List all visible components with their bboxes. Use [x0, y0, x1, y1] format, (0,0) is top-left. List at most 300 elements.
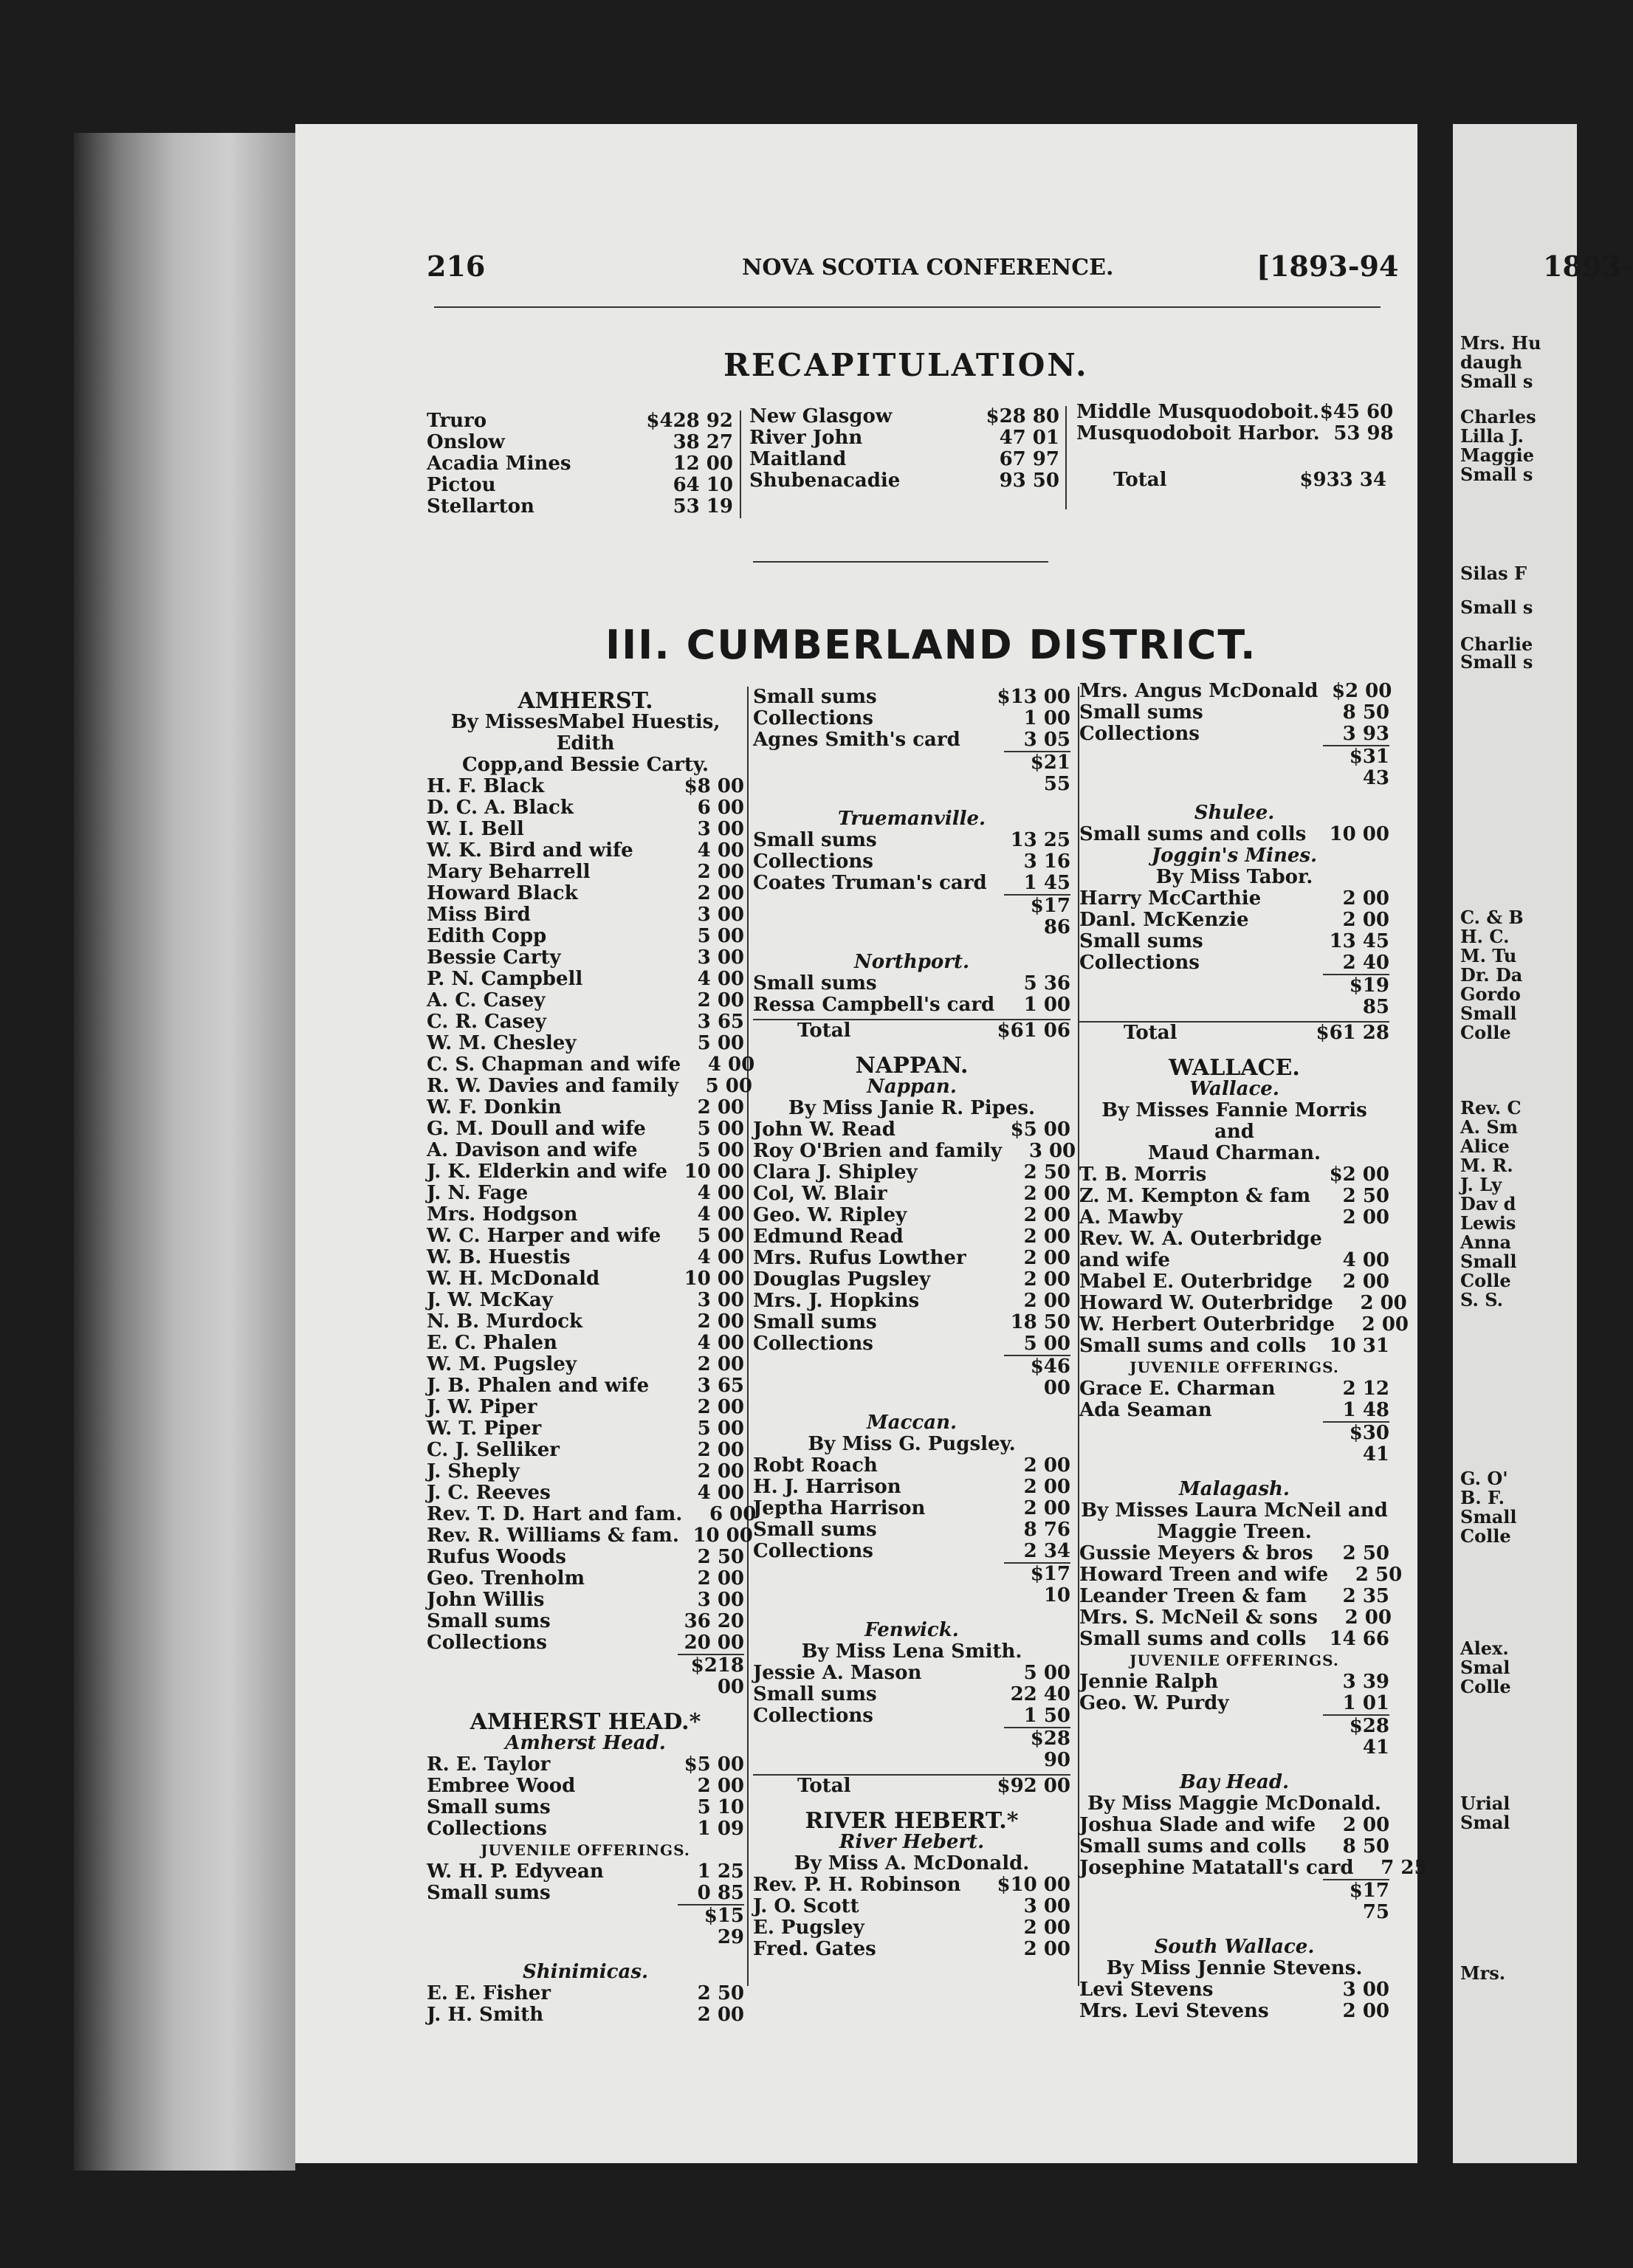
entry-amount: 1 00: [1023, 707, 1070, 729]
entry-row: [1079, 1186, 1389, 1207]
entry-row: [753, 1140, 1076, 1162]
entry-name: Small sums: [753, 972, 877, 994]
right-page-fragment: Charles: [1460, 406, 1536, 427]
entry-amount: 2 00: [1361, 1313, 1409, 1336]
entry-amount: 3 00: [1028, 1140, 1076, 1162]
right-page-fragment: M. Tu: [1460, 945, 1517, 966]
running-title: NOVA SCOTIA CONFERENCE.: [742, 255, 1114, 281]
entry-name: Collections: [753, 1705, 873, 1727]
entry-amount: 53 98: [1333, 422, 1394, 444]
spacer: [753, 1399, 1070, 1412]
total-label: Total: [797, 1020, 851, 1042]
subsection-title: Wallace.: [1189, 1078, 1279, 1100]
entry-name: Small sums and colls: [1079, 1628, 1307, 1650]
right-page-fragment: Dav d: [1460, 1193, 1516, 1214]
entry-row: [427, 1525, 753, 1547]
entry-name: Small sums: [753, 1311, 877, 1333]
entry-name: Small sums: [753, 1519, 877, 1541]
entry-amount: 3 00: [697, 1289, 744, 1311]
entry-row: [427, 1204, 744, 1226]
right-page-fragment: Smal: [1460, 1657, 1510, 1678]
entry-name: J. O. Scott: [753, 1895, 859, 1917]
entry-amount: 2 00: [1023, 1497, 1070, 1519]
entry-row: [753, 1162, 1070, 1183]
entry-row: [1079, 680, 1392, 702]
total-amount: $92 00: [997, 1775, 1070, 1797]
spacer: [753, 795, 1070, 808]
section-by: By Misses Laura McNeil and: [1081, 1499, 1388, 1522]
entry-name: Rev. T. D. Hart and fam.: [427, 1503, 683, 1525]
entry-row: [427, 1140, 744, 1161]
total-amount: $61 28: [1316, 1022, 1389, 1044]
entry-name: Rev. W. A. Outerbridge: [1079, 1228, 1322, 1250]
entry-amount: $13 00: [997, 686, 1070, 708]
entry-amount: 3 00: [697, 904, 744, 926]
entry-name: W. B. Huestis: [427, 1246, 571, 1268]
entry-name: Mabel E. Outerbridge: [1079, 1271, 1313, 1293]
entry-amount: 3 00: [1023, 1895, 1070, 1917]
entry-amount: 2 12: [1342, 1378, 1389, 1400]
section-by: By Miss Janie R. Pipes.: [788, 1097, 1036, 1119]
entry-row: [427, 1333, 744, 1354]
entry-amount: 1 48: [1342, 1399, 1389, 1421]
entry-row: [427, 862, 744, 883]
entry-name: Rufus Woods: [427, 1546, 566, 1568]
subtotal: $46 00: [1004, 1355, 1070, 1399]
entry-row: [427, 1290, 744, 1311]
entry-name: Mrs. Rufus Lowther: [753, 1247, 966, 1269]
entry-row: [753, 1684, 1070, 1705]
entry-row: [1079, 1292, 1407, 1314]
recap-row: [427, 432, 733, 453]
entry-name: Small sums: [1079, 701, 1203, 724]
entry-name: Ressa Campbell's card: [753, 994, 995, 1016]
right-page-fragment: B. F.: [1460, 1487, 1505, 1508]
section-title: RIVER HEBERT.*: [805, 1808, 1019, 1834]
recap-row: [1076, 422, 1394, 444]
right-page-fragment: H. C.: [1460, 926, 1510, 947]
entry-amount: 8 50: [1342, 701, 1389, 724]
entry-amount: 5 00: [697, 1118, 744, 1140]
entry-amount: 2 00: [1344, 1606, 1392, 1629]
subsection-title: South Wallace.: [1154, 1936, 1315, 1958]
entry-amount: 36 20: [684, 1610, 744, 1632]
entry-name: Embree Wood: [427, 1775, 576, 1797]
entry-name: Musquodoboit Harbor.: [1076, 422, 1320, 444]
entry-name: W. I. Bell: [427, 818, 524, 840]
entry-row: [427, 904, 744, 926]
entry-name: River John: [749, 427, 863, 449]
entry-row: [427, 1776, 744, 1797]
entry-name: E. C. Phalen: [427, 1332, 557, 1354]
entry-name: Mary Beharrell: [427, 861, 591, 883]
right-page-fragment: Anna: [1460, 1231, 1512, 1253]
entry-amount: 47 01: [999, 427, 1059, 449]
entry-amount: $28 80: [986, 405, 1059, 427]
entry-row: [753, 1939, 1070, 1960]
right-page-fragment: Lilla J.: [1460, 425, 1524, 447]
entry-name: Josephine Matatall's card: [1079, 1857, 1354, 1879]
entry-amount: 8 76: [1023, 1519, 1070, 1541]
right-page-fragment: A. Sm: [1460, 1116, 1519, 1138]
right-page-fragment: Lewis: [1460, 1212, 1516, 1234]
section-title: AMHERST.: [518, 688, 653, 714]
entry-amount: 2 00: [697, 1396, 744, 1418]
col-divider: [747, 687, 749, 1986]
entry-amount: 4 00: [697, 1246, 744, 1268]
entry-amount: 4 00: [697, 839, 744, 862]
entry-name: J. H. Smith: [427, 2004, 544, 2026]
spacer: [1079, 1465, 1389, 1479]
entry-row: [1079, 1671, 1389, 1693]
right-page-fragment: Small s: [1460, 597, 1533, 618]
entry-amount: 10 00: [1329, 823, 1389, 845]
right-page-fragment: Urial: [1460, 1793, 1510, 1814]
entry-amount: 20 00: [684, 1632, 744, 1654]
entry-name: P. N. Campbell: [427, 968, 583, 990]
entry-amount: 5 00: [697, 1032, 744, 1054]
subsection-title: Fenwick.: [864, 1619, 959, 1641]
entry-amount: 8 50: [1342, 1835, 1389, 1858]
entry-name: Agnes Smith's card: [753, 729, 960, 751]
entry-row: [753, 687, 1070, 708]
entry-row: [1079, 1979, 1389, 2001]
entry-amount: 3 05: [1023, 729, 1070, 751]
entry-row: [427, 1861, 744, 1883]
entry-name: Leander Treen & fam: [1079, 1585, 1307, 1607]
entry-name: Grace E. Charman: [1079, 1378, 1276, 1400]
right-page-fragment: Smal: [1460, 1812, 1510, 1833]
entry-amount: 14 66: [1329, 1628, 1389, 1650]
subtotal: $21 55: [1004, 751, 1070, 795]
entry-name: H. F. Black: [427, 775, 545, 797]
entry-amount: 3 00: [697, 1589, 744, 1611]
section-by: By Miss A. McDonald.: [794, 1852, 1030, 1874]
entry-row: [427, 990, 744, 1011]
entry-name: W. Herbert Outerbridge: [1079, 1313, 1335, 1336]
entry-row: [427, 797, 744, 819]
entry-name: Danl. McKenzie: [1079, 909, 1249, 931]
recap-divider: [740, 410, 741, 518]
entry-row: [427, 1375, 744, 1397]
subsection-title: Northport.: [854, 951, 969, 973]
entry-row: [427, 1503, 757, 1525]
entry-amount: 2 00: [1360, 1292, 1407, 1314]
entry-amount: $2 00: [1331, 680, 1392, 702]
entry-name: Geo. W. Ripley: [753, 1204, 907, 1226]
entry-amount: 2 00: [1023, 1204, 1070, 1226]
entry-name: Howard Black: [427, 882, 578, 904]
entry-amount: 2 00: [697, 989, 744, 1011]
entry-name: Bessie Carty: [427, 946, 561, 969]
entry-amount: 1 50: [1023, 1705, 1070, 1727]
subsection-title: Shulee.: [1194, 802, 1275, 824]
entry-amount: 3 65: [697, 1011, 744, 1033]
right-column: [1079, 680, 1428, 2022]
entry-name: Truro: [427, 410, 487, 432]
entry-name: C. S. Chapman and wife: [427, 1054, 681, 1076]
right-page-fragment: Small s: [1460, 464, 1533, 485]
recap-title: RECAPITULATION.: [723, 347, 1089, 383]
section-title: AMHERST HEAD.*: [470, 1709, 701, 1735]
right-page-fragment: Colle: [1460, 1022, 1511, 1043]
entry-row: [1079, 724, 1389, 745]
entry-name: J. Sheply: [427, 1460, 520, 1482]
entry-name: W. C. Harper and wife: [427, 1225, 661, 1247]
right-page-fragment: Small s: [1460, 651, 1533, 673]
entry-name: W. H. McDonald: [427, 1268, 600, 1290]
entry-amount: 5 00: [697, 1418, 744, 1440]
entry-name: J. N. Fage: [427, 1182, 529, 1204]
entry-name: W. K. Bird and wife: [427, 839, 633, 862]
entry-amount: 6 00: [697, 797, 744, 819]
entry-amount: 2 00: [697, 861, 744, 883]
subsection-title: Shinimicas.: [522, 1961, 649, 1983]
entry-row: [1079, 1313, 1409, 1336]
entry-amount: $2 00: [1329, 1164, 1389, 1186]
entry-amount: 2 00: [1342, 909, 1389, 931]
entry-name: J. C. Reeves: [427, 1482, 551, 1504]
entry-row: [427, 2004, 744, 2026]
entry-row: [1079, 1336, 1389, 1357]
entry-row: [1079, 1836, 1389, 1858]
entry-name: Small sums: [753, 829, 877, 851]
entry-amount: 0 85: [697, 1882, 744, 1904]
entry-name: A. C. Casey: [427, 989, 546, 1011]
entry-amount: 5 00: [697, 1139, 744, 1161]
entry-row: [427, 776, 744, 797]
entry-name: Jennie Ralph: [1079, 1671, 1219, 1693]
entry-amount: 13 45: [1329, 930, 1389, 952]
entry-name: Collections: [1079, 723, 1200, 745]
entry-amount: 2 00: [697, 1353, 744, 1375]
entry-row: [427, 1754, 744, 1776]
entry-row: [427, 1011, 744, 1033]
recap-row: [427, 496, 733, 518]
entry-name: W. F. Donkin: [427, 1096, 562, 1118]
entry-amount: 2 00: [1023, 1268, 1070, 1291]
entry-amount: 2 00: [1023, 1454, 1070, 1477]
entry-amount: [1322, 1228, 1396, 1250]
entry-name: Harry McCarthie: [1079, 887, 1262, 910]
right-page-fragment: Rev. C: [1460, 1097, 1522, 1118]
entry-row: [753, 729, 1070, 751]
header-year: [1893-94: [1256, 250, 1399, 283]
entry-amount: 2 00: [1023, 1247, 1070, 1269]
subtotal: $28 41: [1323, 1714, 1389, 1759]
entry-amount: 2 00: [1023, 1226, 1070, 1248]
entry-amount: 2 00: [697, 1096, 744, 1118]
subtotal: $17 75: [1323, 1879, 1389, 1923]
entry-amount: 10 00: [684, 1268, 744, 1290]
entry-row: [753, 1248, 1070, 1269]
entry-name: Rev. P. H. Robinson: [753, 1874, 961, 1896]
spacer: [753, 938, 1070, 952]
entry-name: Pictou: [427, 474, 496, 496]
entry-amount: 2 00: [1342, 1814, 1390, 1836]
entry-row: [753, 1291, 1070, 1312]
entry-name: W. M. Pugsley: [427, 1353, 577, 1375]
entry-row: [753, 873, 1070, 894]
entry-row: [753, 1896, 1070, 1917]
total-row: [753, 1019, 1070, 1042]
entry-row: [753, 1705, 1070, 1727]
entry-name: Small sums: [753, 1683, 877, 1705]
entry-name: Collections: [753, 1333, 873, 1355]
section-rule: [753, 561, 1048, 563]
section-by: By Misses Fannie Morris and: [1101, 1099, 1367, 1143]
entry-amount: 2 00: [1023, 1476, 1070, 1498]
left-column: [427, 688, 757, 2026]
entry-row: [1079, 1378, 1389, 1400]
entry-name: E. Pugsley: [753, 1917, 864, 1939]
entry-amount: 3 00: [697, 818, 744, 840]
entry-row: [427, 1482, 744, 1504]
subtotal: $15 29: [678, 1904, 744, 1948]
right-page-fragment: Colle: [1460, 1270, 1511, 1291]
entry-amount: 2 00: [697, 1460, 744, 1482]
spacer: [1079, 1759, 1389, 1772]
entry-name: Geo. W. Purdy: [1079, 1692, 1229, 1714]
entry-amount: 2 00: [697, 2004, 744, 2026]
juvenile-heading: JUVENILE OFFERINGS.: [1130, 1358, 1339, 1376]
recap-row: [1076, 401, 1394, 423]
right-page-fragment: Small: [1460, 1251, 1517, 1272]
entry-row: [427, 926, 744, 947]
entry-amount: 7 25: [1381, 1857, 1428, 1879]
entry-row: [427, 1440, 744, 1461]
entry-row: [427, 819, 744, 840]
entry-row: [427, 1818, 744, 1840]
entry-row: [1079, 1164, 1389, 1186]
entry-name: G. M. Doull and wife: [427, 1118, 646, 1140]
subsection-title: Nappan.: [867, 1076, 957, 1098]
entry-row: [427, 1075, 752, 1097]
entry-name: C. J. Selliker: [427, 1439, 560, 1461]
right-page-fragment: J. Ly: [1460, 1174, 1502, 1195]
spacer: [1079, 789, 1389, 803]
entry-row: [427, 1161, 744, 1183]
entry-name: Mrs. Angus McDonald: [1079, 680, 1319, 702]
entry-name: Onslow: [427, 431, 505, 453]
entry-row: [753, 1663, 1070, 1684]
right-page-fragment: G. O': [1460, 1468, 1508, 1489]
entry-row: [753, 851, 1070, 873]
entry-amount: 2 00: [697, 1310, 744, 1333]
right-page-fragment: Small s: [1460, 371, 1533, 392]
district-title: III. CUMBERLAND DISTRICT.: [605, 622, 1257, 668]
right-page-fragment: Silas F: [1460, 563, 1527, 584]
section-title: WALLACE.: [1169, 1055, 1300, 1081]
entry-amount: 38 27: [673, 431, 733, 453]
entry-row: [427, 1568, 744, 1590]
entry-name: Collections: [1079, 952, 1200, 974]
right-page-fragment: Small: [1460, 1003, 1517, 1024]
entry-name: Howard W. Outerbridge: [1079, 1292, 1333, 1314]
entry-amount: 4 00: [707, 1054, 755, 1076]
entry-name: Small sums: [427, 1610, 551, 1632]
subsection-title: Amherst Head.: [505, 1732, 666, 1754]
recap-divider: [1065, 406, 1067, 509]
entry-name: Fred. Gates: [753, 1938, 876, 1960]
entry-row: [427, 1118, 744, 1140]
entry-name: Small sums: [1079, 930, 1203, 952]
entry-row: [753, 1455, 1070, 1477]
entry-amount: 2 50: [697, 1982, 744, 2004]
entry-row: [753, 1226, 1070, 1248]
right-page: [1453, 124, 1577, 2163]
entry-amount: 3 93: [1342, 723, 1389, 745]
recap-col2: [749, 406, 1059, 492]
entry-row: [753, 1183, 1070, 1205]
total-label: Total: [1124, 1022, 1178, 1044]
entry-row: [753, 1498, 1070, 1519]
subtotal: $19 85: [1323, 974, 1389, 1018]
entry-name: Mrs. Levi Stevens: [1079, 2000, 1269, 2022]
entry-amount: 3 39: [1342, 1671, 1389, 1693]
entry-row: [753, 830, 1070, 851]
entry-amount: 4 00: [697, 1182, 744, 1204]
entry-row: [427, 1883, 744, 1904]
entry-amount: 53 19: [673, 495, 733, 518]
subtotal: $31 43: [1323, 745, 1389, 789]
entry-row: [1079, 1606, 1392, 1629]
subsection-title: Maccan.: [866, 1412, 958, 1434]
total-row: [753, 1774, 1070, 1797]
recap-col1: [427, 410, 733, 518]
entry-name: W. T. Piper: [427, 1418, 542, 1440]
entry-row: [1079, 702, 1389, 724]
entry-row: [427, 1097, 744, 1118]
section-title: NAPPAN.: [855, 1053, 969, 1079]
entry-row: [1079, 1207, 1389, 1228]
entry-amount: 2 35: [1342, 1585, 1389, 1607]
entry-amount: 2 40: [1342, 952, 1389, 974]
section-by: Copp,and Bessie Carty.: [461, 754, 709, 776]
entry-name: Small sums: [753, 686, 877, 708]
entry-row: [427, 1311, 744, 1333]
entry-amount: 1 45: [1023, 872, 1070, 894]
entry-row: [427, 1418, 744, 1440]
entry-name: J. B. Phalen and wife: [427, 1375, 650, 1397]
subsection-title: Bay Head.: [1179, 1771, 1290, 1793]
entry-name: Collections: [753, 707, 873, 729]
right-page-fragment: C. & B: [1460, 907, 1524, 928]
entry-name: Shubenacadie: [749, 470, 901, 492]
section-by: By MissesMabel Huestis, Edith: [450, 711, 721, 755]
subsection-title: Malagash.: [1179, 1478, 1290, 1500]
right-page-fragment: Colle: [1460, 1525, 1511, 1547]
entry-amount: $5 00: [684, 1753, 744, 1776]
entry-name: J. W. McKay: [427, 1289, 553, 1311]
entry-name: T. B. Morris: [1079, 1164, 1207, 1186]
entry-row: [427, 1611, 744, 1632]
entry-row: [753, 1205, 1070, 1226]
right-page-fragment: Gordo: [1460, 983, 1521, 1005]
total-amount: $61 06: [997, 1020, 1070, 1042]
subsection-title: Joggin's Mines.: [1151, 845, 1318, 867]
entry-name: Jeptha Harrison: [753, 1497, 926, 1519]
entry-amount: 2 00: [1023, 1917, 1070, 1939]
entry-amount: 1 00: [1023, 994, 1070, 1016]
entry-row: [753, 1519, 1070, 1541]
section-by: By Miss Lena Smith.: [801, 1640, 1022, 1663]
entry-row: [1079, 888, 1389, 910]
entry-name: Gussie Meyers & bros: [1079, 1542, 1313, 1564]
entry-name: W. M. Chesley: [427, 1032, 577, 1054]
juvenile-heading: JUVENILE OFFERINGS.: [1130, 1652, 1339, 1669]
entry-row: [1079, 1586, 1389, 1607]
